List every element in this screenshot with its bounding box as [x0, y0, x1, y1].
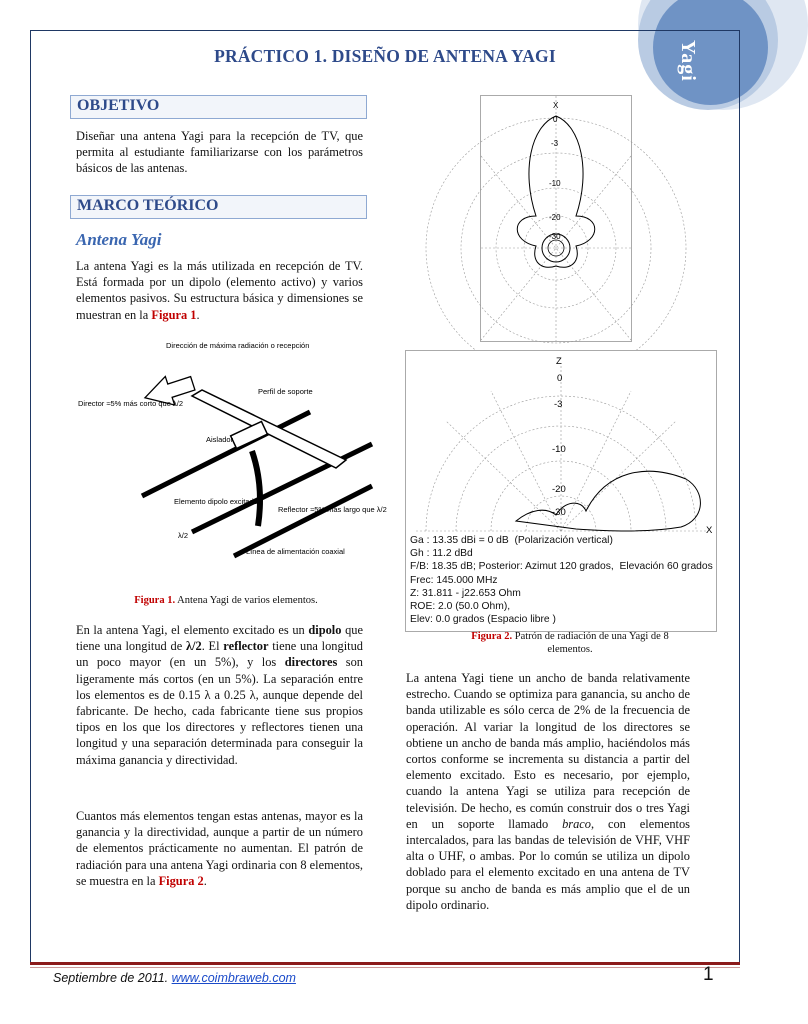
figure-2-caption: Figura 2. Patrón de radiación de una Yagi de 8 elementos.	[471, 631, 669, 655]
label-perfil: Perfil de soporte	[258, 387, 313, 396]
label-elemento: Elemento dipolo excitado	[174, 497, 258, 506]
page-number: 1	[703, 964, 714, 985]
label-reflector: Reflector ≈5% más largo que λ/2	[278, 505, 387, 514]
plot2-axis-top: Z	[556, 356, 562, 367]
footer: Septiembre de 2011. www.coimbraweb.com	[53, 971, 296, 985]
subheading-antena-yagi: Antena Yagi	[76, 230, 162, 249]
objetivo-heading: OBJETIVO	[70, 95, 367, 119]
figure-1-ref: Figura 1	[151, 307, 197, 322]
figure-1-caption: Figura 1. Antena Yagi de varios elementos.	[134, 595, 318, 606]
plot2-axis-right: X	[706, 525, 713, 536]
marco-heading: MARCO TEÓRICO	[70, 195, 367, 219]
objetivo-text: Diseñar una antena Yagi para la recepción de TV, que permita al estudiante familiarizarse con los parámetros básicos de las antenas.	[76, 129, 363, 176]
plot1-axis: X	[553, 101, 559, 110]
label-linea: Línea de alimentación coaxial	[246, 547, 345, 556]
paragraph-3: Cuantos más elementos tengan estas antenas, mayor es la ganancia y la directividad, aunque a partir de un número de elementos prácticamente no aumentan. El patrón de radiación para una antena Yagi ordinaria con 8 elementos, se muestra en la Figura 2.	[76, 809, 363, 888]
svg-text:X 0 -3 -10: X 0 -3 -10 -20 -30	[549, 101, 561, 241]
footer-link[interactable]: www.coimbraweb.com	[171, 971, 296, 985]
paragraph-1: La antena Yagi es la más utilizada en recepción de TV. Está formada por un dipolo (elemento activo) y varios elementos pasivos. Su estructura básica y dimensiones se muestran en la Figura 1.	[76, 259, 363, 322]
corner-label: Yagi	[677, 40, 699, 82]
svg-text:Z X 0 -3: Z X 0 -3 -10 -20 -30	[552, 356, 713, 536]
antenna-info: Ga : 13.35 dBi = 0 dB (Polarización vertical) Gh : 11.2 dBd F/B: 18.35 dB; Posterior: Azimut 120 grados, Elevación 60 grados Frec: 145.000 MHz Z: 31.811 - j22.653 Ohm ROE: 2.0 (50.0 Ohm), Elev: 0.0 grados (Espacio libre )	[410, 535, 713, 626]
paragraph-4: La antena Yagi tiene un ancho de banda relativamente estrecho. Cuando se optimiza para ganancia, su ancho de banda utilizable es sólo cerca de 2% de la frecuencia de operación. Al variar la longitud de los directores se obtiene un ancho de banda más amplio, haciéndolos más cortos conforme se incrementa su distancia a partir del elemento excitado. Esto es necesario, por ejemplo, cuando la antena Yagi se utiliza para recepción de televisión. De hecho, es común construir dos o tres Yagi en un soporte llamado braco, con elementos intercalados, para las bandas de televisión de VHF, VHF alta o UHF, o ambas. Por lo común se utiliza un dipolo doblado para el elemento excitado en una antena de TV porque su ancho de banda es más amplio que el de un dipolo ordinario.	[406, 671, 690, 912]
paragraph-2: En la antena Yagi, el elemento excitado es un dipolo que tiene una longitud de λ/2. El reflector tiene una longitud un poco mayor (en un 5%), y los directores son ligeramente más cortos (en un 5%). La separación entre los elementos es de 0.15 λ a 0.25 λ, aunque depende del fabricante. De hecho, cada fabricante tiene sus propios tipos en los que los directores y reflectores tienen una longitud y una separación determinada para conseguir la máxima ganancia y directividad.	[76, 623, 363, 767]
page-title: PRÁCTICO 1. DISEÑO DE ANTENA YAGI	[214, 46, 556, 66]
label-aislador: Aislador	[206, 435, 234, 444]
label-direction: Dirección de máxima radiación o recepción	[166, 341, 310, 350]
label-director: Director ≈5% más corto que λ/2	[78, 399, 183, 408]
figure-2-ref: Figura 2	[158, 873, 204, 888]
footer-rule-thin	[30, 967, 740, 968]
figure-1-illustration	[74, 336, 387, 586]
polar-plot-azimuth	[480, 95, 632, 342]
label-lambda2: λ/2	[178, 531, 189, 540]
footer-rule	[30, 962, 740, 965]
